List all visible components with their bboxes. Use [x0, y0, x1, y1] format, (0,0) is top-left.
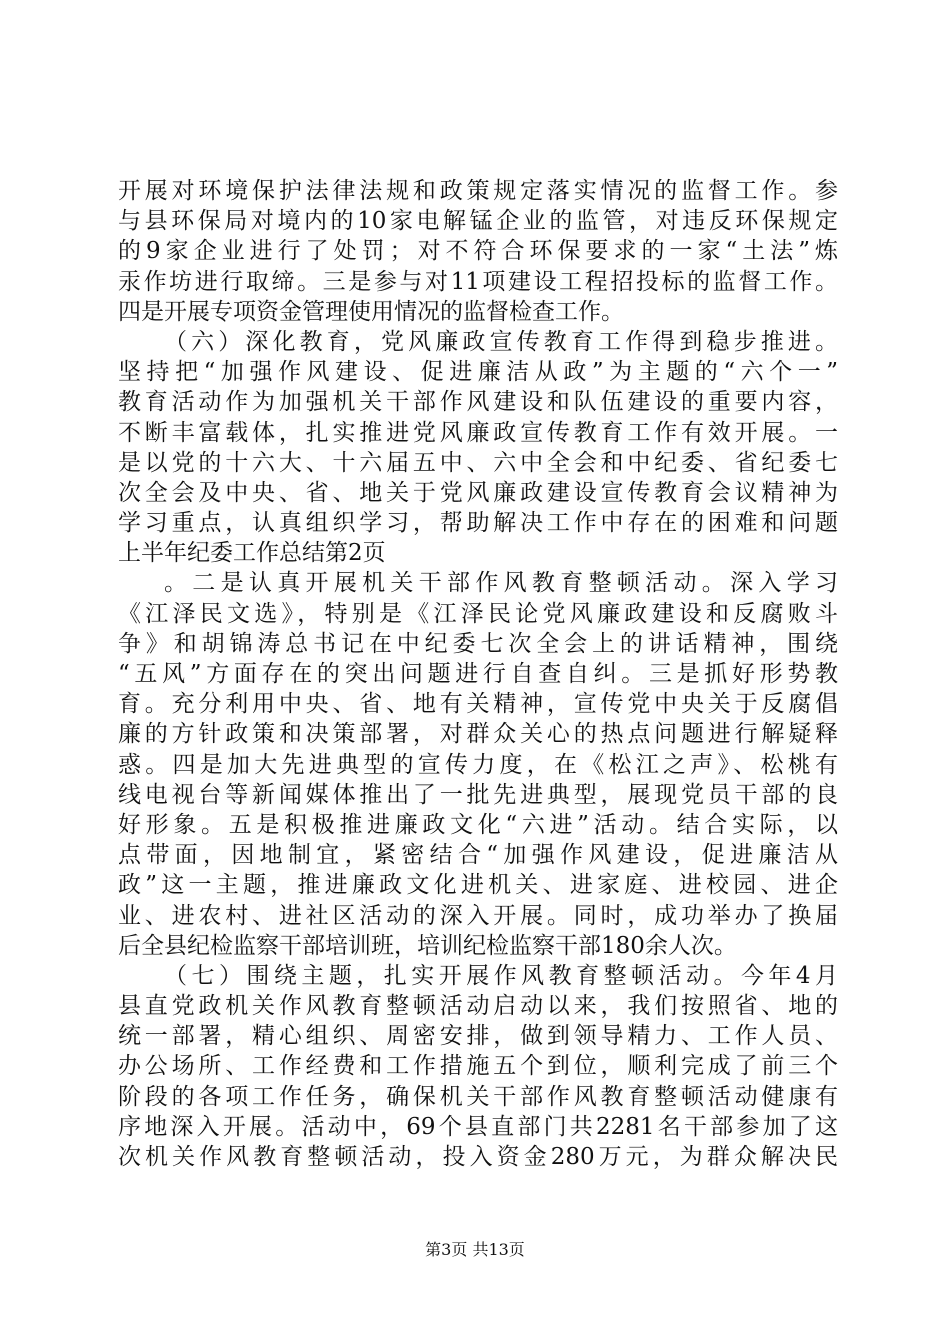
- text-line: 育。充分利用中央、省、地有关精神，宣传党中央关于反腐倡: [118, 691, 838, 718]
- text-line: 汞作坊进行取缔。三是参与对11项建设工程招投标的监督工作。: [118, 268, 838, 295]
- text-line: 点带面，因地制宜，紧密结合“加强作风建设，促进廉洁从: [118, 842, 838, 869]
- document-body: [118, 176, 838, 1172]
- page-number-footer: 第3页 共13页: [425, 1240, 525, 1259]
- text-line: 惑。四是加大先进典型的宣传力度，在《松江之声》、松桃有: [118, 751, 838, 778]
- text-line: 坚持把“加强作风建设、促进廉洁从政”为主题的“六个一”: [118, 359, 838, 386]
- text-line: 后全县纪检监察干部培训班，培训纪检监察干部180余人次。: [118, 932, 737, 959]
- text-line: 线电视台等新闻媒体推出了一批先进典型，展现党员干部的良: [118, 781, 838, 808]
- text-line: 。二是认真开展机关干部作风教育整顿活动。深入学习: [164, 570, 838, 597]
- text-line: 的9家企业进行了处罚；对不符合环保要求的一家“土法”炼: [118, 238, 838, 265]
- text-line: 业、进农村、进社区活动的深入开展。同时，成功举办了换届: [118, 902, 838, 929]
- text-line: 不断丰富载体，扎实推进党风廉政宣传教育工作有效开展。一: [118, 419, 838, 446]
- text-line: 与县环保局对境内的10家电解锰企业的监管，对违反环保规定: [118, 208, 838, 235]
- text-line: 四是开展专项资金管理使用情况的监督检查工作。: [118, 298, 624, 325]
- text-line: 政”这一主题，推进廉政文化进机关、进家庭、进校园、进企: [118, 872, 838, 899]
- text-line: 统一部署，精心组织、周密安排，做到领导精力、工作人员、: [118, 1023, 838, 1050]
- text-line: 阶段的各项工作任务，确保机关干部作风教育整顿活动健康有: [118, 1083, 838, 1110]
- text-line: 争》和胡锦涛总书记在中纪委七次全会上的讲话精神，围绕: [118, 630, 838, 657]
- text-line: （六）深化教育，党风廉政宣传教育工作得到稳步推进。: [164, 328, 838, 355]
- text-line: （七）围绕主题，扎实开展作风教育整顿活动。今年4月: [164, 962, 838, 989]
- text-line: 学习重点，认真组织学习，帮助解决工作中存在的困难和问题: [118, 510, 838, 537]
- text-line: 序地深入开展。活动中，69个县直部门共2281名干部参加了这: [118, 1113, 838, 1140]
- text-line: 开展对环境保护法律法规和政策规定落实情况的监督工作。参: [118, 178, 838, 204]
- text-line: 办公场所、工作经费和工作措施五个到位，顺利完成了前三个: [118, 1053, 838, 1080]
- text-line: 是以党的十六大、十六届五中、六中全会和中纪委、省纪委七: [118, 449, 838, 476]
- text-line: 县直党政机关作风教育整顿活动启动以来，我们按照省、地的: [118, 993, 838, 1020]
- text-line: 好形象。五是积极推进廉政文化“六进”活动。结合实际，以: [118, 811, 838, 838]
- text-line: “五风”方面存在的突出问题进行自查自纠。三是抓好形势教: [118, 661, 838, 687]
- text-line: 上半年纪委工作总结第2页: [118, 540, 386, 567]
- text-line: 次机关作风教育整顿活动，投入资金280万元，为群众解决民: [118, 1144, 838, 1170]
- text-line: 次全会及中央、省、地关于党风廉政建设宣传教育会议精神为: [118, 479, 838, 506]
- text-line: 廉的方针政策和决策部署，对群众关心的热点问题进行解疑释: [118, 721, 838, 748]
- text-line: 教育活动作为加强机关干部作风建设和队伍建设的重要内容，: [118, 389, 838, 416]
- text-line: 《江泽民文选》，特别是《江泽民论党风廉政建设和反腐败斗: [118, 600, 838, 627]
